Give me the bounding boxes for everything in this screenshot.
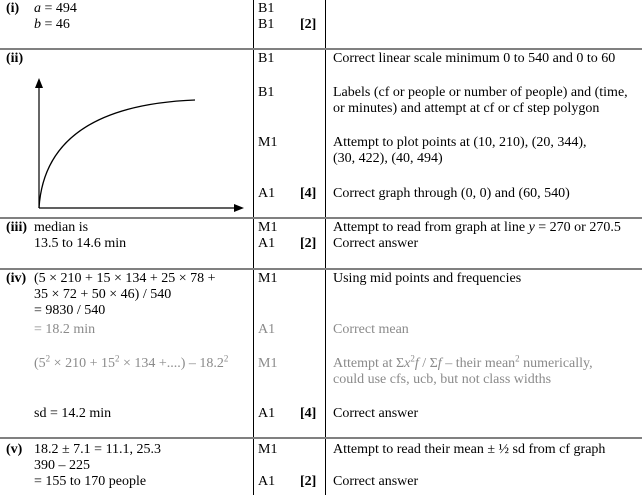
- mark-total: [2]: [300, 236, 317, 251]
- mark-total: [4]: [300, 186, 317, 201]
- answer-line: 13.5 to 14.6 min: [34, 236, 127, 251]
- part-label: (ii): [6, 51, 24, 66]
- guidance-text: Labels (cf or people or number of people) and (time,: [333, 85, 628, 100]
- part-label: (i): [6, 1, 20, 16]
- guidance-text: Attempt at $\Sigma x^2f$ / Σf – their mean$^2$ numerically,: [333, 353, 593, 371]
- guidance-text: Correct graph through (0, 0) and (60, 540): [333, 186, 570, 201]
- part-label: (iii): [6, 220, 27, 235]
- part-label: (iv): [6, 271, 27, 286]
- x-axis-arrow-icon: [234, 204, 244, 212]
- answer-line: 35 × 72 + 50 × 46) / 540: [34, 287, 172, 302]
- mark-code: B1: [258, 1, 275, 16]
- y-axis-arrow-icon: [35, 78, 43, 88]
- answer-line: b = 46: [34, 17, 70, 32]
- mark-code: M1: [258, 356, 278, 371]
- guidance-text: or minutes) and attempt at cf or cf step polygon: [333, 101, 600, 116]
- mark-code: M1: [258, 442, 278, 457]
- answer-line: 18.2 ± 7.1 = 11.1, 25.3: [34, 442, 162, 457]
- mark-code: A1: [258, 322, 276, 337]
- table-row-part-iv: [0, 270, 642, 437]
- mark-code: B1: [258, 17, 275, 32]
- answer-line: ($5^2 \times 210 + 15^2 \times 134$ +....) – 18.2$^2$: [34, 353, 229, 371]
- guidance-text: could use cfs, ucb, but not class widths: [333, 372, 552, 387]
- guidance-text: Correct answer: [333, 474, 419, 489]
- table-row-part-ii: [0, 50, 642, 217]
- mark-code: M1: [258, 220, 278, 235]
- guidance-text: Attempt to read their mean ± ½ sd from cf graph: [333, 442, 606, 457]
- guidance-text: (30, 422), (40, 494): [333, 151, 443, 166]
- mark-total: [2]: [300, 17, 317, 32]
- mark-code: A1: [258, 474, 276, 489]
- part-label: (v): [6, 442, 23, 457]
- cumulative-frequency-sketch-graph: [30, 70, 250, 220]
- answer-line: = 155 to 170 people: [34, 474, 147, 489]
- answer-line: median is: [34, 220, 89, 235]
- guidance-text: Attempt to read from graph at line y = 270 or 270.5: [333, 220, 621, 235]
- answer-line: a = 494: [34, 1, 77, 16]
- guidance-text: Using mid points and frequencies: [333, 271, 522, 286]
- table-row-part-i: [0, 0, 642, 48]
- mark-code: B1: [258, 51, 275, 66]
- answer-line: = 9830 / 540: [34, 303, 106, 318]
- table-row-part-v: [0, 439, 642, 495]
- mark-total: [4]: [300, 406, 317, 421]
- guidance-text: Correct answer: [333, 236, 419, 251]
- table-row-part-iii: [0, 219, 642, 268]
- guidance-text: Correct mean: [333, 322, 409, 337]
- mark-code: A1: [258, 406, 276, 421]
- answer-line: (5 × 210 + 15 × 134 + 25 × 78 +: [34, 271, 216, 286]
- answer-line: sd = 14.2 min: [34, 406, 112, 421]
- guidance-text: Correct answer: [333, 406, 419, 421]
- answer-line: 390 – 225: [34, 458, 90, 473]
- mark-code: M1: [258, 135, 278, 150]
- guidance-text: Correct linear scale minimum 0 to 540 and 0 to 60: [333, 51, 616, 66]
- cf-curve: [39, 100, 195, 208]
- mark-code: B1: [258, 85, 275, 100]
- guidance-text: Attempt to plot points at (10, 210), (20, 344),: [333, 135, 587, 150]
- answer-line: = 18.2 min: [34, 322, 96, 337]
- mark-code: A1: [258, 236, 276, 251]
- mark-code: M1: [258, 271, 278, 286]
- mark-code: A1: [258, 186, 276, 201]
- mark-total: [2]: [300, 474, 317, 489]
